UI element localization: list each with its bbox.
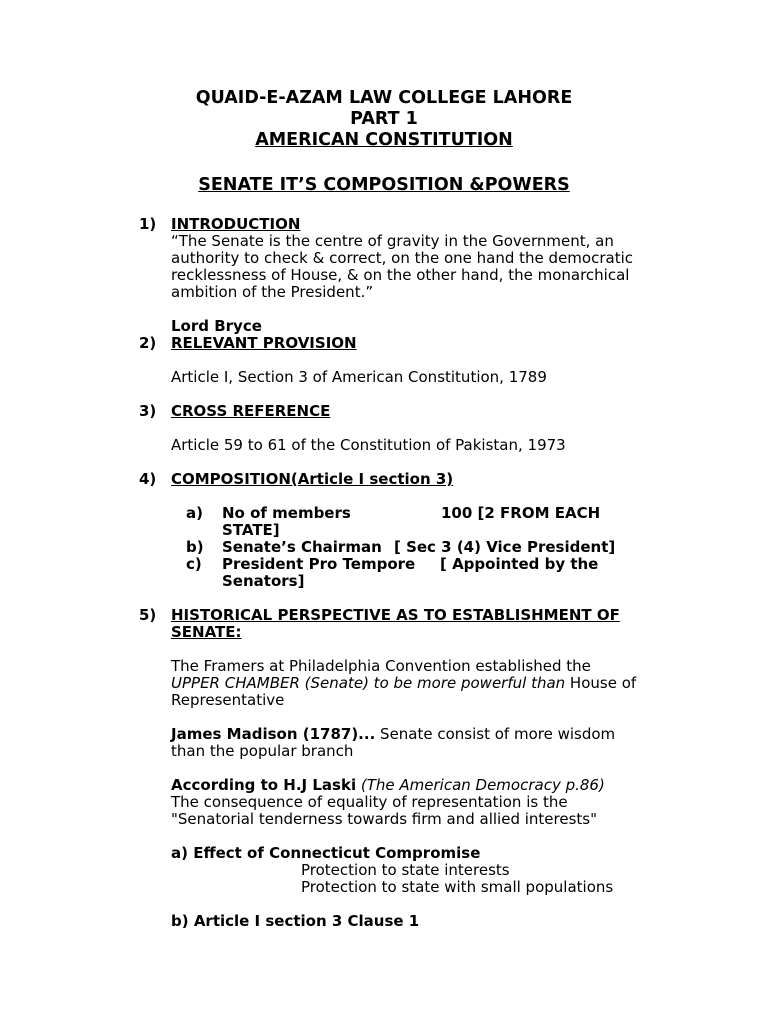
section-heading-composition: COMPOSITION(Article I section 3) [171,470,454,488]
chairman-label: Senate’s Chairman [222,538,382,556]
madison-line [171,726,615,743]
framers-line [171,675,636,692]
quote-line: authority to check & correct, on the one hand the democratic [171,249,633,267]
section-number: 3) [139,402,157,420]
part-label: PART 1 [350,109,418,129]
members-value: 100 [2 FROM EACH [441,504,601,522]
framers-line: The Framers at Philadelphia Convention established the [171,657,591,675]
section-heading-historical-cont: SENATE: [171,623,242,641]
section-number: 5) [139,606,157,624]
section-number: 4) [139,470,157,488]
section-heading-relevant-provision: RELEVANT PROVISION [171,334,357,352]
section-heading-introduction: INTRODUCTION [171,215,301,233]
list-letter: a) [186,504,203,522]
effect-item: Protection to state interests [301,861,510,879]
members-label: No of members [222,504,351,522]
members-value-cont: STATE] [222,521,280,539]
pro-tempore-label: President Pro Tempore [222,555,416,573]
laski-line: The consequence of equality of representation is the [171,793,568,811]
chairman-value: [ Sec 3 (4) Vice President] [394,538,616,556]
section-heading-historical: HISTORICAL PERSPECTIVE AS TO ESTABLISHMENT OF [171,606,620,624]
laski-source: (The American Democracy p.86) [356,776,605,794]
effect-item: Protection to state with small populations [301,878,614,896]
subject-title: AMERICAN CONSTITUTION [255,130,513,150]
framers-italic: UPPER CHAMBER (Senate) to be more powerful than [171,674,566,692]
college-title: QUAID-E-AZAM LAW COLLEGE LAHORE [195,88,573,108]
quote-line: recklessness of House, & on the other hand, the monarchical [171,266,630,284]
pro-tempore-value-cont: Senators] [222,572,305,590]
framers-after: House of [565,674,637,692]
section-heading-cross-reference: CROSS REFERENCE [171,402,331,420]
section-number: 1) [139,215,157,233]
madison-rest: Senate consist of more wisdom [375,725,616,743]
provision-text: Article I, Section 3 of American Constitution, 1789 [171,368,547,386]
section-number: 2) [139,334,157,352]
crossref-text: Article 59 to 61 of the Constitution of Pakistan, 1973 [171,436,566,454]
laski-line: "Senatorial tenderness towards firm and allied interests" [171,810,597,828]
quote-line: ambition of the President.” [171,283,374,301]
effect-heading: a) Effect of Connecticut Compromise [171,844,481,862]
madison-line: than the popular branch [171,742,354,760]
page-title: SENATE IT’S COMPOSITION &POWERS [198,175,570,195]
laski-line [171,777,605,794]
list-letter: b) [186,538,204,556]
article-heading: b) Article I section 3 Clause 1 [171,912,420,930]
framers-line: Representative [171,691,285,709]
quote-line: “The Senate is the centre of gravity in the Government, an [171,232,614,250]
laski-name: According to H.J Laski [171,776,357,794]
madison-name: James Madison (1787)... [171,725,376,743]
list-letter: c) [186,555,202,573]
pro-tempore-value: [ Appointed by the [440,555,599,573]
quote-author: Lord Bryce [171,317,262,335]
